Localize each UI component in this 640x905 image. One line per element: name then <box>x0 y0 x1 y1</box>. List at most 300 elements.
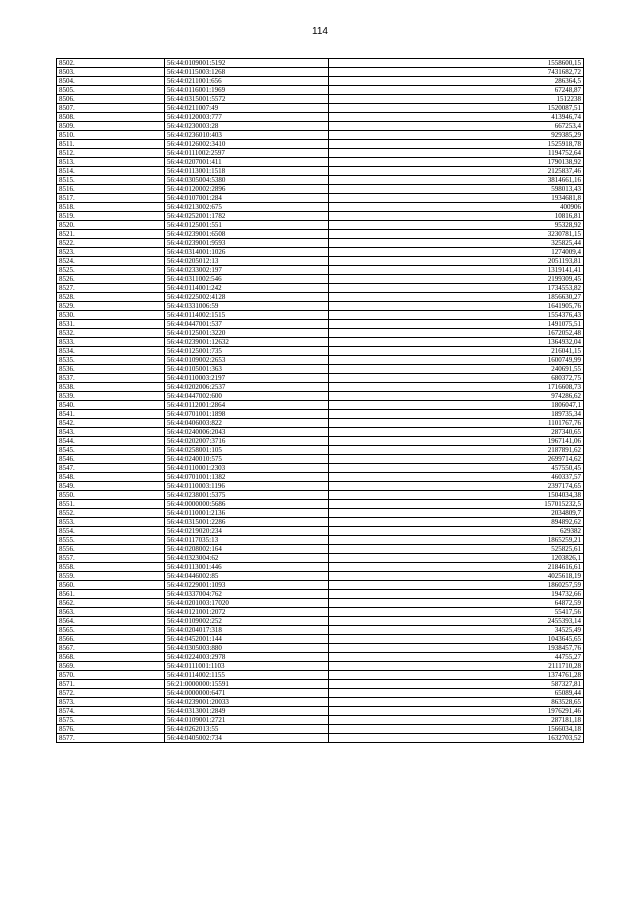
cadastral-number-cell: 56:44:0120002:2896 <box>165 185 329 194</box>
row-number-cell: 8520. <box>57 221 165 230</box>
table-row <box>57 266 584 275</box>
row-number-cell: 8509. <box>57 122 165 131</box>
value-cell: 1101767,76 <box>329 419 584 428</box>
table-row <box>57 212 584 221</box>
cadastral-number-cell: 56:44:0000000:5686 <box>165 500 329 509</box>
value-cell: 1856630,27 <box>329 293 584 302</box>
row-number-cell: 8525. <box>57 266 165 275</box>
row-number-cell: 8515. <box>57 176 165 185</box>
table-row <box>57 689 584 698</box>
value-cell: 680372,75 <box>329 374 584 383</box>
value-cell: 1504034,38 <box>329 491 584 500</box>
table-row <box>57 149 584 158</box>
row-number-cell: 8524. <box>57 257 165 266</box>
cadastral-number-cell: 56:44:0239001:6508 <box>165 230 329 239</box>
value-cell: 157015232,5 <box>329 500 584 509</box>
value-cell: 2184616,61 <box>329 563 584 572</box>
row-number-cell: 8505. <box>57 86 165 95</box>
table-row <box>57 509 584 518</box>
row-number-cell: 8533. <box>57 338 165 347</box>
value-cell: 1319141,41 <box>329 266 584 275</box>
value-cell: 325825,44 <box>329 239 584 248</box>
cadastral-number-cell: 56:44:0701001:1382 <box>165 473 329 482</box>
cadastral-number-cell: 56:44:0116001:1969 <box>165 86 329 95</box>
cadastral-number-cell: 56:44:0105001:363 <box>165 365 329 374</box>
table-row <box>57 572 584 581</box>
value-cell: 1672052,48 <box>329 329 584 338</box>
cadastral-number-cell: 56:44:0125001:551 <box>165 221 329 230</box>
value-cell: 1938457,76 <box>329 644 584 653</box>
table-row <box>57 383 584 392</box>
value-cell: 1860257,59 <box>329 581 584 590</box>
row-number-cell: 8554. <box>57 527 165 536</box>
value-cell: 1934681,8 <box>329 194 584 203</box>
value-cell: 1554376,43 <box>329 311 584 320</box>
row-number-cell: 8540. <box>57 401 165 410</box>
cadastral-number-cell: 56:44:0211007:49 <box>165 104 329 113</box>
table-row <box>57 86 584 95</box>
value-cell: 974286,62 <box>329 392 584 401</box>
table-row <box>57 716 584 725</box>
table-row <box>57 140 584 149</box>
row-number-cell: 8516. <box>57 185 165 194</box>
row-number-cell: 8564. <box>57 617 165 626</box>
cadastral-number-cell: 56:21:0000000:15591 <box>165 680 329 689</box>
value-cell: 3230781,15 <box>329 230 584 239</box>
cadastral-number-cell: 56:44:0315001:5572 <box>165 95 329 104</box>
table-row <box>57 482 584 491</box>
cadastral-number-cell: 56:44:0252001:1782 <box>165 212 329 221</box>
cadastral-number-cell: 56:44:0315001:2286 <box>165 518 329 527</box>
value-cell: 1043645,65 <box>329 635 584 644</box>
value-cell: 1491075,51 <box>329 320 584 329</box>
cadastral-number-cell: 56:44:0337004:762 <box>165 590 329 599</box>
table-row <box>57 284 584 293</box>
cadastral-number-cell: 56:44:0111002:2597 <box>165 149 329 158</box>
row-number-cell: 8552. <box>57 509 165 518</box>
cadastral-number-cell: 56:44:0115003:1268 <box>165 68 329 77</box>
value-cell: 1512238 <box>329 95 584 104</box>
cadastral-number-cell: 56:44:0109002:252 <box>165 617 329 626</box>
value-cell: 1566034,18 <box>329 725 584 734</box>
value-cell: 1632703,52 <box>329 734 584 743</box>
row-number-cell: 8529. <box>57 302 165 311</box>
table-row <box>57 122 584 131</box>
cadastral-number-cell: 56:44:0113001:1518 <box>165 167 329 176</box>
table-row <box>57 446 584 455</box>
value-cell: 286364,5 <box>329 77 584 86</box>
row-number-cell: 8571. <box>57 680 165 689</box>
value-cell: 525825,61 <box>329 545 584 554</box>
cadastral-number-cell: 56:44:0109001:5192 <box>165 59 329 68</box>
row-number-cell: 8522. <box>57 239 165 248</box>
cadastral-number-cell: 56:44:0000000:6471 <box>165 689 329 698</box>
row-number-cell: 8536. <box>57 365 165 374</box>
value-cell: 2034809,7 <box>329 509 584 518</box>
table-row <box>57 59 584 68</box>
row-number-cell: 8539. <box>57 392 165 401</box>
row-number-cell: 8572. <box>57 689 165 698</box>
value-cell: 64872,59 <box>329 599 584 608</box>
cadastral-number-cell: 56:44:0125001:3220 <box>165 329 329 338</box>
value-cell: 287340,65 <box>329 428 584 437</box>
cadastral-number-cell: 56:44:0305004:5380 <box>165 176 329 185</box>
value-cell: 1806047,1 <box>329 401 584 410</box>
value-cell: 2397174,65 <box>329 482 584 491</box>
table-row <box>57 734 584 743</box>
cadastral-number-cell: 56:44:0202006:2537 <box>165 383 329 392</box>
cadastral-number-cell: 56:44:0240010:575 <box>165 455 329 464</box>
value-cell: 667253,4 <box>329 122 584 131</box>
table-row <box>57 347 584 356</box>
row-number-cell: 8560. <box>57 581 165 590</box>
row-number-cell: 8558. <box>57 563 165 572</box>
cadastral-number-cell: 56:44:0323004:62 <box>165 554 329 563</box>
row-number-cell: 8517. <box>57 194 165 203</box>
table-row <box>57 671 584 680</box>
value-cell: 413946,74 <box>329 113 584 122</box>
cadastral-number-cell: 56:44:0110001:2136 <box>165 509 329 518</box>
row-number-cell: 8556. <box>57 545 165 554</box>
value-cell: 587327,81 <box>329 680 584 689</box>
table-row <box>57 518 584 527</box>
row-number-cell: 8534. <box>57 347 165 356</box>
row-number-cell: 8531. <box>57 320 165 329</box>
row-number-cell: 8570. <box>57 671 165 680</box>
cadastral-number-cell: 56:44:0452001:144 <box>165 635 329 644</box>
row-number-cell: 8523. <box>57 248 165 257</box>
table-row <box>57 320 584 329</box>
cadastral-number-cell: 56:44:0219020:234 <box>165 527 329 536</box>
row-number-cell: 8562. <box>57 599 165 608</box>
cadastral-number-cell: 56:44:0331006:59 <box>165 302 329 311</box>
table-row <box>57 230 584 239</box>
value-cell: 1790138,92 <box>329 158 584 167</box>
table-row <box>57 104 584 113</box>
row-number-cell: 8553. <box>57 518 165 527</box>
value-cell: 1716608,73 <box>329 383 584 392</box>
value-cell: 189735,34 <box>329 410 584 419</box>
cadastral-number-cell: 56:44:0111001:1103 <box>165 662 329 671</box>
value-cell: 1274009,4 <box>329 248 584 257</box>
row-number-cell: 8567. <box>57 644 165 653</box>
value-cell: 2455393,14 <box>329 617 584 626</box>
table-row <box>57 419 584 428</box>
value-cell: 4025618,19 <box>329 572 584 581</box>
row-number-cell: 8565. <box>57 626 165 635</box>
table-row <box>57 644 584 653</box>
cadastral-number-cell: 56:44:0113001:446 <box>165 563 329 572</box>
cadastral-number-cell: 56:44:0239001:12632 <box>165 338 329 347</box>
row-number-cell: 8532. <box>57 329 165 338</box>
cadastral-number-cell: 56:44:0406003:822 <box>165 419 329 428</box>
cadastral-number-cell: 56:44:0238001:5375 <box>165 491 329 500</box>
table-row <box>57 113 584 122</box>
row-number-cell: 8503. <box>57 68 165 77</box>
cadastral-number-cell: 56:44:0204017:318 <box>165 626 329 635</box>
table-row <box>57 626 584 635</box>
row-number-cell: 8521. <box>57 230 165 239</box>
value-cell: 598013,43 <box>329 185 584 194</box>
table-row <box>57 77 584 86</box>
value-cell: 1374761,28 <box>329 671 584 680</box>
value-cell: 1976291,46 <box>329 707 584 716</box>
value-cell: 1558600,15 <box>329 59 584 68</box>
row-number-cell: 8535. <box>57 356 165 365</box>
row-number-cell: 8510. <box>57 131 165 140</box>
cadastral-number-cell: 56:44:0125001:735 <box>165 347 329 356</box>
row-number-cell: 8504. <box>57 77 165 86</box>
row-number-cell: 8512. <box>57 149 165 158</box>
row-number-cell: 8513. <box>57 158 165 167</box>
row-number-cell: 8569. <box>57 662 165 671</box>
cadastral-number-cell: 56:44:0110003:2197 <box>165 374 329 383</box>
cadastral-number-cell: 56:44:0230003:28 <box>165 122 329 131</box>
table-row <box>57 590 584 599</box>
cadastral-number-cell: 56:44:0224003:2978 <box>165 653 329 662</box>
cadastral-number-cell: 56:44:0701001:1898 <box>165 410 329 419</box>
row-number-cell: 8549. <box>57 482 165 491</box>
row-number-cell: 8541. <box>57 410 165 419</box>
value-cell: 457550,45 <box>329 464 584 473</box>
table-row <box>57 725 584 734</box>
table-row <box>57 131 584 140</box>
cadastral-number-cell: 56:44:0211001:656 <box>165 77 329 86</box>
table-row <box>57 491 584 500</box>
cadastral-number-cell: 56:44:0233002:197 <box>165 266 329 275</box>
cadastral-number-cell: 56:44:0258001:105 <box>165 446 329 455</box>
row-number-cell: 8559. <box>57 572 165 581</box>
value-cell: 2111710,28 <box>329 662 584 671</box>
value-cell: 1967141,06 <box>329 437 584 446</box>
cadastral-number-cell: 56:44:0121001:2072 <box>165 608 329 617</box>
table-row <box>57 707 584 716</box>
value-cell: 1194752,64 <box>329 149 584 158</box>
table-row <box>57 563 584 572</box>
row-number-cell: 8573. <box>57 698 165 707</box>
table-row <box>57 698 584 707</box>
row-number-cell: 8547. <box>57 464 165 473</box>
table-row <box>57 545 584 554</box>
table-row <box>57 428 584 437</box>
cadastral-number-cell: 56:44:0126002:3410 <box>165 140 329 149</box>
table-row <box>57 662 584 671</box>
value-cell: 1734553,82 <box>329 284 584 293</box>
cadastral-number-cell: 56:44:0446002:85 <box>165 572 329 581</box>
cadastral-number-cell: 56:44:0239001:20033 <box>165 698 329 707</box>
row-number-cell: 8542. <box>57 419 165 428</box>
table-row <box>57 680 584 689</box>
cadastral-number-cell: 56:44:0405002:734 <box>165 734 329 743</box>
row-number-cell: 8527. <box>57 284 165 293</box>
row-number-cell: 8511. <box>57 140 165 149</box>
table-row <box>57 167 584 176</box>
cadastral-number-cell: 56:44:0305003:880 <box>165 644 329 653</box>
table-row <box>57 275 584 284</box>
row-number-cell: 8557. <box>57 554 165 563</box>
page-number: 114 <box>312 26 328 37</box>
table-row <box>57 401 584 410</box>
row-number-cell: 8514. <box>57 167 165 176</box>
value-cell: 1203826,1 <box>329 554 584 563</box>
value-cell: 2187891,62 <box>329 446 584 455</box>
table-body <box>57 59 584 743</box>
row-number-cell: 8506. <box>57 95 165 104</box>
value-cell: 7431682,72 <box>329 68 584 77</box>
table-row <box>57 527 584 536</box>
row-number-cell: 8548. <box>57 473 165 482</box>
value-cell: 55417,56 <box>329 608 584 617</box>
value-cell: 894892,62 <box>329 518 584 527</box>
value-cell: 3814661,16 <box>329 176 584 185</box>
value-cell: 629382 <box>329 527 584 536</box>
cadastral-number-cell: 56:44:0201003:17020 <box>165 599 329 608</box>
value-cell: 287181,18 <box>329 716 584 725</box>
table-row <box>57 311 584 320</box>
row-number-cell: 8577. <box>57 734 165 743</box>
value-cell: 216041,15 <box>329 347 584 356</box>
cadastral-number-cell: 56:44:0109002:2653 <box>165 356 329 365</box>
cadastral-number-cell: 56:44:0236010:403 <box>165 131 329 140</box>
value-cell: 34525,49 <box>329 626 584 635</box>
table-row <box>57 158 584 167</box>
cadastral-number-cell: 56:44:0207001:411 <box>165 158 329 167</box>
table-row <box>57 365 584 374</box>
value-cell: 1865259,21 <box>329 536 584 545</box>
row-number-cell: 8530. <box>57 311 165 320</box>
value-cell: 400906 <box>329 203 584 212</box>
row-number-cell: 8538. <box>57 383 165 392</box>
table-row <box>57 581 584 590</box>
row-number-cell: 8550. <box>57 491 165 500</box>
row-number-cell: 8528. <box>57 293 165 302</box>
cadastral-number-cell: 56:44:0240006:2043 <box>165 428 329 437</box>
cadastral-number-cell: 56:44:0229001:1093 <box>165 581 329 590</box>
row-number-cell: 8507. <box>57 104 165 113</box>
table-row <box>57 302 584 311</box>
table-row <box>57 536 584 545</box>
value-cell: 2699714,62 <box>329 455 584 464</box>
cadastral-number-cell: 56:44:0447002:600 <box>165 392 329 401</box>
table-row <box>57 410 584 419</box>
table-row <box>57 473 584 482</box>
value-cell: 2199309,45 <box>329 275 584 284</box>
value-cell: 2125837,46 <box>329 167 584 176</box>
table-row <box>57 95 584 104</box>
cadastral-number-cell: 56:44:0114001:242 <box>165 284 329 293</box>
value-cell: 929385,29 <box>329 131 584 140</box>
cadastral-number-cell: 56:44:0239001:9593 <box>165 239 329 248</box>
value-cell: 1525918,78 <box>329 140 584 149</box>
value-cell: 863528,65 <box>329 698 584 707</box>
row-number-cell: 8568. <box>57 653 165 662</box>
table-row <box>57 437 584 446</box>
cadastral-number-cell: 56:44:0109001:2721 <box>165 716 329 725</box>
row-number-cell: 8526. <box>57 275 165 284</box>
table-row <box>57 617 584 626</box>
value-cell: 1641905,76 <box>329 302 584 311</box>
row-number-cell: 8575. <box>57 716 165 725</box>
table-row <box>57 653 584 662</box>
table-row <box>57 185 584 194</box>
value-cell: 240691,55 <box>329 365 584 374</box>
row-number-cell: 8537. <box>57 374 165 383</box>
table-row <box>57 554 584 563</box>
value-cell: 44755,27 <box>329 653 584 662</box>
row-number-cell: 8546. <box>57 455 165 464</box>
table-row <box>57 176 584 185</box>
cadastral-number-cell: 56:44:0112001:2864 <box>165 401 329 410</box>
table-row <box>57 464 584 473</box>
table-row <box>57 329 584 338</box>
value-cell: 10816,81 <box>329 212 584 221</box>
value-cell: 67248,87 <box>329 86 584 95</box>
row-number-cell: 8576. <box>57 725 165 734</box>
row-number-cell: 8545. <box>57 446 165 455</box>
row-number-cell: 8574. <box>57 707 165 716</box>
row-number-cell: 8543. <box>57 428 165 437</box>
value-cell: 1520087,51 <box>329 104 584 113</box>
table-row <box>57 239 584 248</box>
row-number-cell: 8551. <box>57 500 165 509</box>
cadastral-number-cell: 56:44:0314001:1026 <box>165 248 329 257</box>
table-row <box>57 392 584 401</box>
table-row <box>57 203 584 212</box>
value-cell: 1600749,99 <box>329 356 584 365</box>
cadastral-number-cell: 56:44:0110003:1196 <box>165 482 329 491</box>
table-row <box>57 257 584 266</box>
cadastral-number-cell: 56:44:0107001:284 <box>165 194 329 203</box>
cadastral-number-cell: 56:44:0313001:2849 <box>165 707 329 716</box>
cadastral-number-cell: 56:44:0205012:13 <box>165 257 329 266</box>
value-cell: 95328,92 <box>329 221 584 230</box>
value-cell: 194732,66 <box>329 590 584 599</box>
row-number-cell: 8561. <box>57 590 165 599</box>
value-cell: 2051193,81 <box>329 257 584 266</box>
cadastral-number-cell: 56:44:0202007:3716 <box>165 437 329 446</box>
cadastral-number-cell: 56:44:0120003:777 <box>165 113 329 122</box>
cadastral-number-cell: 56:44:0225002:4128 <box>165 293 329 302</box>
table-row <box>57 635 584 644</box>
row-number-cell: 8544. <box>57 437 165 446</box>
table-row <box>57 338 584 347</box>
table-row <box>57 248 584 257</box>
cadastral-value-table <box>56 58 584 743</box>
row-number-cell: 8518. <box>57 203 165 212</box>
row-number-cell: 8563. <box>57 608 165 617</box>
cadastral-number-cell: 56:44:0117035:13 <box>165 536 329 545</box>
cadastral-number-cell: 56:44:0262013:55 <box>165 725 329 734</box>
value-cell: 460337,57 <box>329 473 584 482</box>
table-row <box>57 68 584 77</box>
row-number-cell: 8502. <box>57 59 165 68</box>
table-row <box>57 374 584 383</box>
cadastral-number-cell: 56:44:0311002:546 <box>165 275 329 284</box>
row-number-cell: 8519. <box>57 212 165 221</box>
table-row <box>57 608 584 617</box>
table-row <box>57 194 584 203</box>
cadastral-number-cell: 56:44:0114002:1515 <box>165 311 329 320</box>
row-number-cell: 8508. <box>57 113 165 122</box>
cadastral-number-cell: 56:44:0110001:2303 <box>165 464 329 473</box>
table-row <box>57 500 584 509</box>
value-cell: 65089,44 <box>329 689 584 698</box>
table-row <box>57 293 584 302</box>
cadastral-number-cell: 56:44:0114002:1155 <box>165 671 329 680</box>
row-number-cell: 8566. <box>57 635 165 644</box>
cadastral-number-cell: 56:44:0447001:537 <box>165 320 329 329</box>
cadastral-number-cell: 56:44:0213002:675 <box>165 203 329 212</box>
